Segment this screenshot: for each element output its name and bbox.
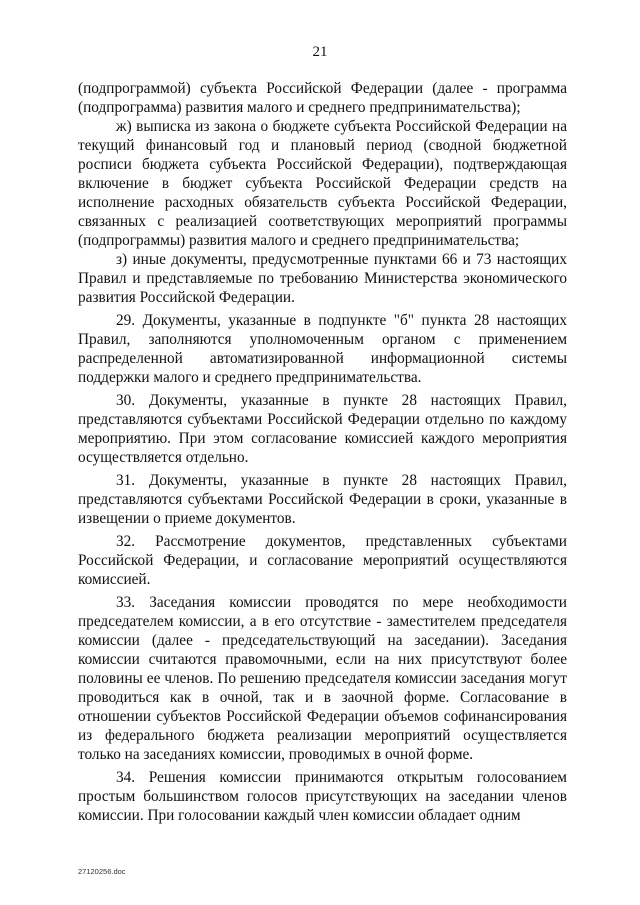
page-number: 21	[312, 44, 328, 60]
paragraph-continuation: (подпрограммой) субъекта Российской Федерации (далее - программа (подпрограмма) развития малого и среднего предпринимательства);	[78, 80, 567, 116]
paragraph-clause-31: 31. Документы, указанные в пункте 28 настоящих Правил, представляются субъектами Российской Федерации в сроки, указанные в извещении о приеме документов.	[78, 472, 567, 527]
document-body	[78, 79, 567, 825]
paragraph-clause-29: 29. Документы, указанные в подпункте "б" пункта 28 настоящих Правил, заполняются уполномоченным органом с применением распределенной автоматизированной информационной системы поддержки малого и среднего предпринимательства.	[78, 312, 567, 386]
document-filename-footer: 27120256.doc	[78, 867, 126, 876]
paragraph-clause-33: 33. Заседания комиссии проводятся по мере необходимости председателем комиссии, а в его отсутствие - заместителем председателя комиссии (далее - председательствующий на заседании). Заседания комиссии считаются правомочными, если на них присутствуют более половины ее членов. По решению председателя комиссии заседания могут проводиться как в очной, так и в заочной форме. Согласование в отношении субъектов Российской Федерации объемов софинансирования из федерального бюджета реализации мероприятий осуществляется только на заседаниях комиссии, проводимых в очной форме.	[78, 594, 567, 763]
paragraph-clause-32: 32. Рассмотрение документов, представленных субъектами Российской Федерации, и согласование мероприятий осуществляются комиссией.	[78, 533, 567, 588]
paragraph-clause-30: 30. Документы, указанные в пункте 28 настоящих Правил, представляются субъектами Российской Федерации отдельно по каждому мероприятию. При этом согласование комиссией каждого мероприятия осуществляется отдельно.	[78, 392, 567, 466]
paragraph-item-zh: ж) выписка из закона о бюджете субъекта Российской Федерации на текущий финансовый год и плановый период (сводной бюджетной росписи бюджета субъекта Российской Федерации), подтверждающая включение в бюджет субъекта Российской Федерации средств на исполнение расходных обязательств субъекта Российской Федерации, связанных с реализацией соответствующих мероприятий программы (подпрограммы) развития малого и среднего предпринимательства;	[78, 118, 567, 249]
paragraph-item-z: з) иные документы, предусмотренные пунктами 66 и 73 настоящих Правил и представляемые по требованию Министерства экономического развития Российской Федерации.	[78, 251, 567, 306]
paragraph-clause-34: 34. Решения комиссии принимаются открытым голосованием простым большинством голосов присутствующих на заседании членов комиссии. При голосовании каждый член комиссии обладает одним	[78, 769, 567, 824]
